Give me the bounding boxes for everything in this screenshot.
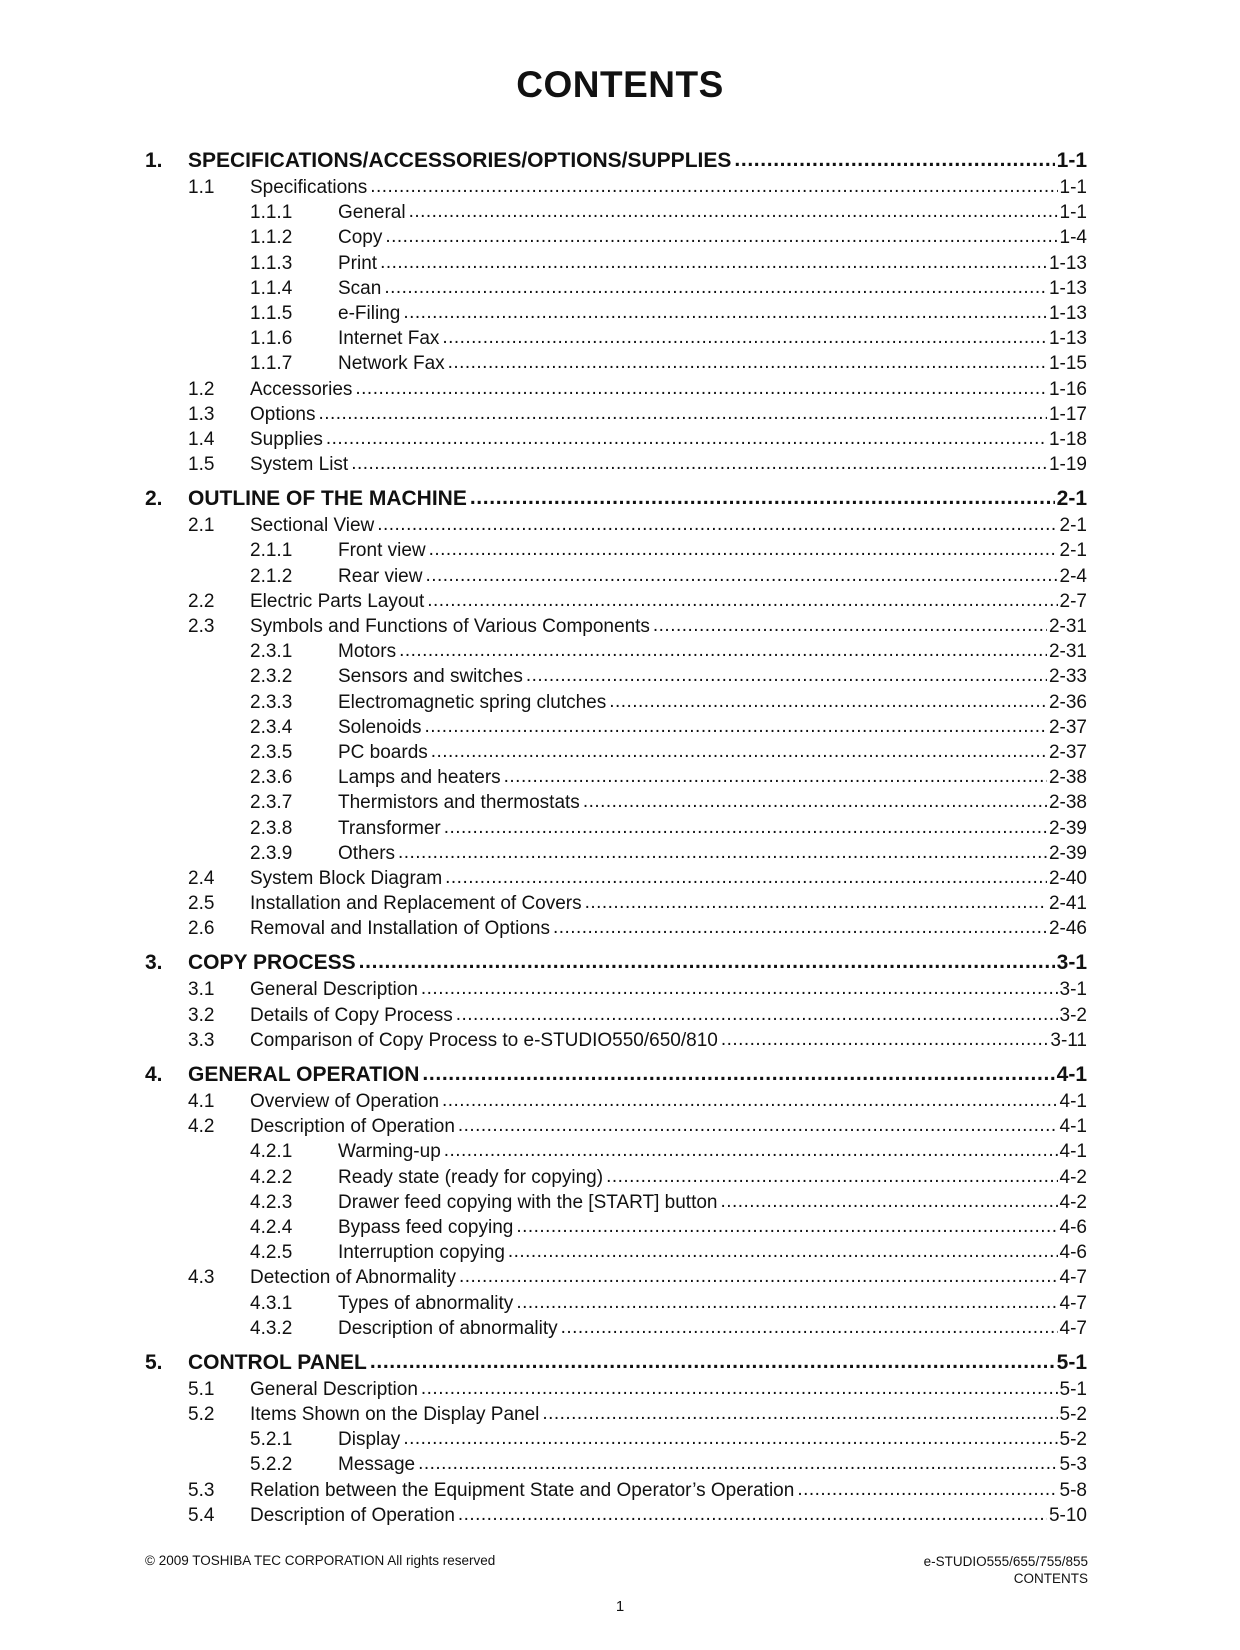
toc-number: 2.5 — [188, 893, 215, 915]
toc-number: 3.1 — [188, 979, 215, 1001]
toc-number: 1.1.4 — [250, 277, 293, 299]
toc-label: Details of Copy Process — [250, 1004, 453, 1026]
toc-number: 4.2.4 — [250, 1216, 293, 1238]
toc-subsection[interactable] — [145, 739, 1087, 764]
toc-page-number: 2-39 — [1048, 842, 1087, 864]
toc-page-number: 1-17 — [1048, 403, 1087, 425]
toc-leader-dots — [326, 426, 1047, 445]
toc-page-number: 1-13 — [1048, 277, 1087, 299]
toc-label: Thermistors and thermostats — [338, 792, 580, 814]
toc-label: Items Shown on the Display Panel — [250, 1404, 540, 1426]
toc-number: 2.3.7 — [250, 792, 293, 814]
toc-number: 3.2 — [188, 1004, 215, 1026]
toc-leader-dots — [403, 1426, 1057, 1445]
toc-chapter[interactable] — [145, 948, 1087, 976]
toc-leader-dots — [734, 146, 1054, 167]
toc-label: Specifications — [250, 177, 368, 198]
toc-leader-dots — [444, 815, 1047, 834]
toc-number: 4.3 — [188, 1267, 215, 1289]
toc-subsection[interactable] — [145, 537, 1087, 562]
toc-page-number: 1-18 — [1048, 428, 1087, 450]
toc-page-number: 1-13 — [1048, 252, 1087, 274]
toc-page-number: 4-1 — [1059, 1116, 1087, 1138]
toc-label: Solenoids — [338, 716, 422, 738]
toc-leader-dots — [384, 275, 1047, 294]
toc-subsection[interactable] — [145, 689, 1087, 714]
toc-leader-dots — [526, 663, 1047, 682]
toc-leader-dots — [351, 451, 1047, 470]
footer-right — [924, 1553, 1088, 1587]
toc-label: General Description — [250, 979, 418, 1001]
toc-number: 5.3 — [188, 1479, 215, 1501]
toc-leader-dots — [424, 714, 1047, 733]
toc-leader-dots — [542, 1401, 1057, 1420]
toc-subsection[interactable] — [145, 224, 1087, 249]
toc-subsection[interactable] — [145, 764, 1087, 789]
toc-label: Comparison of Copy Process to e-STUDIO550/650/810 — [250, 1029, 718, 1051]
toc-number: 4.2.3 — [250, 1191, 293, 1213]
toc-leader-dots — [606, 1164, 1057, 1183]
toc-number: 1.1.7 — [250, 353, 293, 375]
toc-leader-dots — [442, 1088, 1058, 1107]
toc-page-number: 1-13 — [1048, 302, 1087, 324]
toc-label: Overview of Operation — [250, 1091, 440, 1112]
toc-leader-dots — [553, 915, 1047, 934]
toc-subsection[interactable] — [145, 1214, 1087, 1239]
toc-leader-dots — [422, 1060, 1054, 1081]
toc-label: Electric Parts Layout — [250, 590, 425, 612]
toc-page-number: 2-41 — [1048, 893, 1087, 915]
toc-page-number: 2-31 — [1048, 641, 1087, 663]
toc-number: 2.1.1 — [250, 540, 293, 562]
toc-label: Message — [338, 1454, 416, 1476]
toc-number: 2.1 — [188, 515, 215, 537]
toc-leader-dots — [445, 865, 1047, 884]
footer-model: e-STUDIO555/655/755/855 — [923, 1554, 1088, 1569]
toc-number: 1.1.6 — [250, 328, 293, 350]
toc-page-number: 2-1 — [1056, 487, 1087, 511]
toc-page-number: 5-3 — [1059, 1454, 1087, 1476]
footer-section: CONTENTS — [1013, 1571, 1088, 1586]
toc-subsection[interactable] — [145, 350, 1087, 375]
toc-leader-dots — [458, 1113, 1058, 1132]
toc-leader-dots — [409, 199, 1058, 218]
toc-section[interactable] — [145, 1113, 1087, 1138]
toc-label: Copy — [338, 227, 383, 249]
toc-label: PC boards — [338, 741, 428, 763]
toc-page-number: 4-6 — [1059, 1216, 1087, 1238]
toc-label: Network Fax — [338, 353, 445, 375]
toc-label: Internet Fax — [338, 328, 440, 350]
toc-page-number: 5-2 — [1059, 1404, 1087, 1426]
page-number: 1 — [615, 1598, 625, 1615]
toc-page-number: 4-7 — [1059, 1317, 1087, 1339]
footer-copyright: © 2009 TOSHIBA TEC CORPORATION All rights reserved — [145, 1553, 496, 1568]
toc-page-number: 1-16 — [1048, 378, 1087, 400]
toc-number: 2.4 — [188, 867, 215, 889]
toc-page-number: 2-31 — [1048, 616, 1087, 637]
toc-number: 2.3.1 — [250, 641, 293, 663]
toc-subsection[interactable] — [145, 250, 1087, 275]
toc-label: Options — [250, 403, 316, 425]
toc-page-number: 1-15 — [1048, 353, 1087, 375]
toc-leader-dots — [370, 1348, 1055, 1369]
toc-page-number: 4-2 — [1059, 1166, 1087, 1188]
toc-leader-dots — [721, 1027, 1049, 1046]
toc-subsection[interactable] — [145, 663, 1087, 688]
toc-subsection[interactable] — [145, 638, 1087, 663]
toc-page-number: 1-13 — [1048, 328, 1087, 350]
toc-section[interactable] — [145, 451, 1087, 476]
toc-label: Scan — [338, 277, 382, 299]
toc-leader-dots — [448, 350, 1047, 369]
toc-leader-dots — [429, 537, 1058, 556]
toc-label: Description of Operation — [250, 1504, 455, 1526]
toc-leader-dots — [431, 739, 1047, 758]
toc-page-number: 4-1 — [1059, 1091, 1087, 1112]
toc-label: Transformer — [338, 817, 441, 839]
toc-number: 1.2 — [188, 378, 215, 400]
toc-chapter[interactable] — [145, 1348, 1087, 1376]
toc-page-number: 2-38 — [1048, 767, 1087, 789]
toc-label: Ready state (ready for copying) — [338, 1166, 604, 1188]
toc-number: 2.1.2 — [250, 565, 293, 587]
toc-label: Drawer feed copying with the [START] button — [338, 1191, 718, 1213]
toc-leader-dots — [609, 689, 1047, 708]
toc-label: CONTROL PANEL — [188, 1350, 367, 1374]
toc-label: Installation and Replacement of Covers — [250, 893, 582, 915]
toc-label: GENERAL OPERATION — [188, 1063, 420, 1086]
toc-number: 2.3.3 — [250, 691, 293, 713]
toc-section[interactable] — [145, 1502, 1087, 1527]
toc-page-number: 2-7 — [1059, 590, 1087, 612]
toc-number: 5.4 — [188, 1504, 215, 1526]
toc-number: 2.6 — [188, 918, 215, 940]
toc-number: 1.1.3 — [250, 252, 293, 274]
toc-leader-dots — [444, 1138, 1058, 1157]
toc-label: Interruption copying — [338, 1242, 505, 1264]
toc-leader-dots — [442, 325, 1047, 344]
toc-leader-dots — [385, 224, 1057, 243]
toc-leader-dots — [418, 1451, 1057, 1470]
toc-page-number: 1-19 — [1048, 454, 1087, 476]
toc-page-number: 4-1 — [1059, 1141, 1087, 1163]
toc-label: OUTLINE OF THE MACHINE — [188, 487, 467, 511]
toc-label: Description of Operation — [250, 1116, 455, 1138]
toc-page-number: 4-6 — [1059, 1242, 1087, 1264]
toc-subsection[interactable] — [145, 300, 1087, 325]
toc-leader-dots — [380, 250, 1047, 269]
toc-leader-dots — [377, 512, 1057, 531]
toc-label: SPECIFICATIONS/ACCESSORIES/OPTIONS/SUPPLIES — [188, 149, 732, 172]
toc-label: General Description — [250, 1378, 418, 1400]
toc-subsection[interactable] — [145, 1290, 1087, 1315]
toc-leader-dots — [425, 563, 1057, 582]
toc-number: 1.5 — [188, 454, 215, 476]
toc-leader-dots — [504, 764, 1047, 783]
toc-page-number: 2-33 — [1048, 666, 1087, 688]
toc-subsection[interactable] — [145, 325, 1087, 350]
toc-subsection[interactable] — [145, 1451, 1087, 1476]
toc-number: 5.2.2 — [250, 1454, 293, 1476]
toc-label: Removal and Installation of Options — [250, 918, 550, 940]
toc-label: e-Filing — [338, 302, 401, 324]
toc-page-number: 5-2 — [1059, 1429, 1087, 1451]
toc-subsection[interactable] — [145, 199, 1087, 224]
toc-label: Accessories — [250, 378, 353, 400]
toc-number: 2. — [145, 487, 163, 511]
toc-number: 1.1.2 — [250, 227, 293, 249]
toc-section[interactable] — [145, 1401, 1087, 1426]
toc-number: 2.3.6 — [250, 767, 293, 789]
toc-page-number: 4-7 — [1059, 1267, 1087, 1289]
toc-number: 2.3.8 — [250, 817, 293, 839]
toc-number: 1.1 — [188, 177, 215, 198]
toc-label: Relation between the Equipment State and Operator’s Operation — [250, 1479, 795, 1501]
toc-number: 4.1 — [188, 1091, 215, 1112]
toc-section[interactable] — [145, 613, 1087, 638]
toc-label: Lamps and heaters — [338, 767, 501, 789]
toc-subsection[interactable] — [145, 563, 1087, 588]
toc-leader-dots — [561, 1315, 1058, 1334]
toc-number: 3. — [145, 951, 163, 975]
toc-leader-dots — [398, 840, 1047, 859]
toc-section[interactable] — [145, 1027, 1087, 1052]
toc-page-number: 5-1 — [1056, 1350, 1087, 1374]
toc-leader-dots — [516, 1214, 1057, 1233]
toc-number: 5.2 — [188, 1404, 215, 1426]
toc-leader-dots — [720, 1189, 1057, 1208]
toc-label: System Block Diagram — [250, 867, 443, 889]
toc-section[interactable] — [145, 1477, 1087, 1502]
toc-leader-dots — [458, 1502, 1047, 1521]
toc-label: Others — [338, 842, 396, 864]
toc-label: System List — [250, 454, 349, 476]
toc-page-number: 3-1 — [1056, 951, 1087, 975]
toc-number: 4.3.1 — [250, 1292, 293, 1314]
toc-page-number: 4-1 — [1056, 1063, 1087, 1086]
toc-section[interactable] — [145, 426, 1087, 451]
toc-label: Motors — [338, 641, 397, 663]
toc-page-number: 1-1 — [1059, 202, 1087, 224]
toc-label: Sectional View — [250, 515, 375, 537]
toc-section[interactable] — [145, 976, 1087, 1001]
page-title: CONTENTS — [516, 64, 724, 105]
toc-number: 1.1.5 — [250, 302, 293, 324]
toc-leader-dots — [427, 588, 1057, 607]
toc-page-number: 1-1 — [1056, 149, 1087, 172]
toc-page-number: 1-4 — [1059, 227, 1087, 249]
toc-number: 4.2.5 — [250, 1242, 293, 1264]
toc-leader-dots — [585, 890, 1047, 909]
toc-page-number: 4-2 — [1059, 1191, 1087, 1213]
toc-subsection[interactable] — [145, 714, 1087, 739]
toc-section[interactable] — [145, 890, 1087, 915]
toc-label: Symbols and Functions of Various Components — [250, 616, 650, 637]
toc-leader-dots — [583, 789, 1047, 808]
toc-number: 2.3 — [188, 616, 215, 637]
toc-page-number: 5-8 — [1059, 1479, 1087, 1501]
toc-leader-dots — [318, 401, 1046, 420]
toc-leader-dots — [359, 948, 1055, 969]
toc-label: Sensors and switches — [338, 666, 523, 688]
toc-section[interactable] — [145, 588, 1087, 613]
toc-page-number: 5-1 — [1059, 1378, 1087, 1400]
toc-number: 4.3.2 — [250, 1317, 293, 1339]
toc-chapter[interactable] — [145, 1060, 1087, 1088]
toc-page-number: 3-1 — [1059, 979, 1087, 1001]
toc-leader-dots — [797, 1477, 1057, 1496]
toc-label: Electromagnetic spring clutches — [338, 691, 607, 713]
toc-subsection[interactable] — [145, 1315, 1087, 1340]
toc-label: Front view — [338, 540, 426, 562]
toc-section[interactable] — [145, 512, 1087, 537]
toc-leader-dots — [456, 1002, 1058, 1021]
toc-leader-dots — [421, 976, 1058, 995]
toc-leader-dots — [399, 638, 1047, 657]
toc-subsection[interactable] — [145, 1164, 1087, 1189]
toc-subsection[interactable] — [145, 1426, 1087, 1451]
toc-leader-dots — [370, 174, 1057, 193]
toc-number: 1.3 — [188, 403, 215, 425]
toc-page-number: 1-1 — [1059, 177, 1087, 198]
toc-page-number: 2-36 — [1048, 691, 1087, 713]
toc-section[interactable] — [145, 1088, 1087, 1113]
toc-page-number: 2-39 — [1048, 817, 1087, 839]
toc-page-number: 2-37 — [1048, 716, 1087, 738]
toc-label: COPY PROCESS — [188, 951, 356, 975]
toc-section[interactable] — [145, 401, 1087, 426]
toc-number: 1. — [145, 149, 163, 172]
toc-section[interactable] — [145, 865, 1087, 890]
toc-label: Bypass feed copying — [338, 1216, 514, 1238]
toc-number: 4.2.1 — [250, 1141, 293, 1163]
toc-page-number: 2-4 — [1059, 565, 1087, 587]
toc-number: 4.2 — [188, 1116, 215, 1138]
toc-number: 2.3.4 — [250, 716, 293, 738]
toc-chapter[interactable] — [145, 146, 1087, 174]
toc-page-number: 3-11 — [1050, 1029, 1087, 1051]
toc-leader-dots — [355, 376, 1047, 395]
toc-label: General — [338, 202, 406, 224]
toc-number: 2.2 — [188, 590, 215, 612]
toc-subsection[interactable] — [145, 1239, 1087, 1264]
toc-page-number: 2-46 — [1048, 918, 1087, 940]
toc-chapter[interactable] — [145, 484, 1087, 512]
toc-number: 5. — [145, 1350, 163, 1374]
toc-label: Description of abnormality — [338, 1317, 558, 1339]
toc-leader-dots — [459, 1264, 1058, 1283]
toc-page-number: 2-40 — [1048, 867, 1087, 889]
toc-label: Print — [338, 252, 378, 274]
toc-leader-dots — [470, 484, 1055, 505]
toc-label: Warming-up — [338, 1141, 441, 1163]
toc-number: 4. — [145, 1063, 163, 1086]
toc-subsection[interactable] — [145, 815, 1087, 840]
toc-section[interactable] — [145, 1002, 1087, 1027]
toc-leader-dots — [508, 1239, 1058, 1258]
toc-subsection[interactable] — [145, 1189, 1087, 1214]
toc-leader-dots — [516, 1290, 1057, 1309]
toc-subsection[interactable] — [145, 275, 1087, 300]
toc-number: 4.2.2 — [250, 1166, 293, 1188]
toc-number: 2.3.9 — [250, 842, 293, 864]
toc-label: Detection of Abnormality — [250, 1267, 456, 1289]
toc-page-number: 3-2 — [1059, 1004, 1087, 1026]
toc-number: 2.3.5 — [250, 741, 293, 763]
toc-section[interactable] — [145, 174, 1087, 199]
toc-leader-dots — [403, 300, 1047, 319]
toc-leader-dots — [653, 613, 1047, 632]
toc-number: 1.4 — [188, 428, 215, 450]
toc-label: Supplies — [250, 428, 323, 450]
table-of-contents — [145, 146, 1087, 1527]
toc-number: 2.3.2 — [250, 666, 293, 688]
toc-page-number: 2-1 — [1059, 515, 1087, 537]
toc-subsection[interactable] — [145, 789, 1087, 814]
toc-leader-dots — [421, 1376, 1058, 1395]
toc-label: Display — [338, 1429, 401, 1451]
toc-section[interactable] — [145, 1376, 1087, 1401]
toc-number: 5.2.1 — [250, 1429, 293, 1451]
toc-subsection[interactable] — [145, 840, 1087, 865]
toc-number: 5.1 — [188, 1378, 215, 1400]
toc-number: 1.1.1 — [250, 202, 293, 224]
toc-section[interactable] — [145, 1264, 1087, 1289]
toc-page-number: 2-37 — [1048, 741, 1087, 763]
toc-section[interactable] — [145, 915, 1087, 940]
toc-label: Types of abnormality — [338, 1292, 514, 1314]
toc-label: Rear view — [338, 565, 423, 587]
toc-page-number: 4-7 — [1059, 1292, 1087, 1314]
toc-page-number: 2-38 — [1048, 792, 1087, 814]
toc-page-number: 2-1 — [1059, 540, 1087, 562]
toc-page-number: 5-10 — [1048, 1504, 1087, 1526]
toc-subsection[interactable] — [145, 1138, 1087, 1163]
toc-number: 3.3 — [188, 1029, 215, 1051]
toc-section[interactable] — [145, 376, 1087, 401]
